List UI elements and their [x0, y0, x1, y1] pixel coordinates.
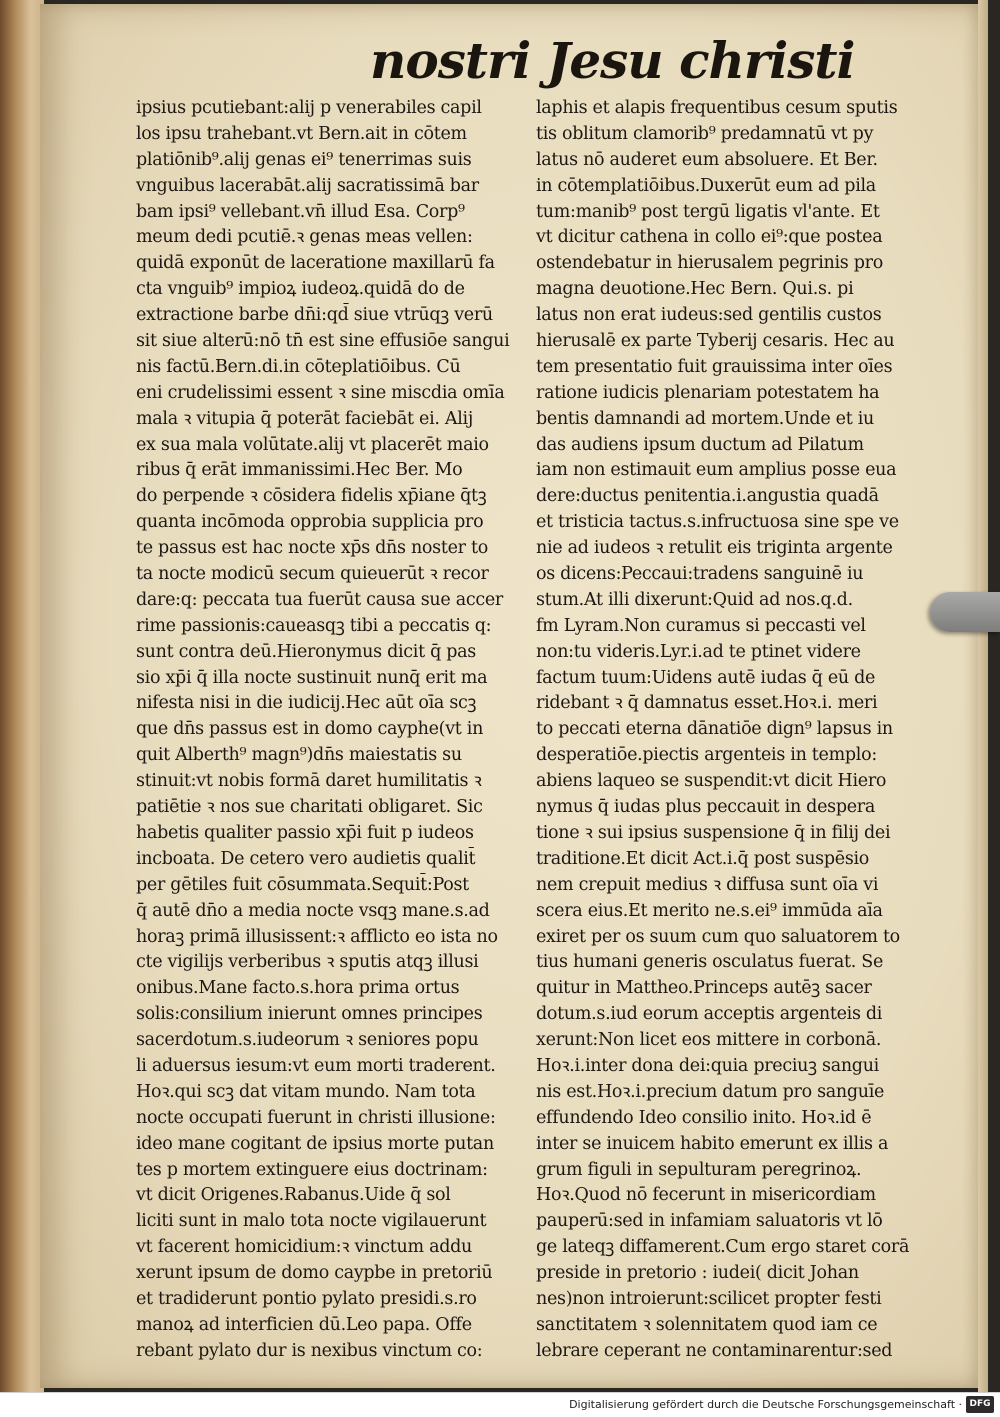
text-line: inter se inuicem habito emerunt ex illis a: [536, 1133, 889, 1154]
text-line: sanctitatem ꝛ solennitatem quod iam ce: [536, 1314, 878, 1335]
text-line: exiret per os suum cum quo saluatorem to: [536, 926, 900, 947]
text-line: vt dicitur cathena in collo ei⁹:que postea: [536, 227, 883, 248]
text-line: preside in pretorio : iudei( dicit Johan: [536, 1263, 859, 1284]
text-line: solis:consilium inierunt omnes principes: [136, 1004, 483, 1025]
text-line: dere:ductus penitentia.i.angustia quadā: [536, 486, 879, 507]
text-line: onibus.Mane facto.s.hora prima ortus: [136, 978, 460, 999]
text-line: ostendebatur in hierusalem pegrinis pro: [536, 253, 883, 274]
text-line: tes p mortem extinguere eius doctrinam:: [136, 1159, 488, 1180]
text-line: stum.At illi dixerunt:Quid ad nos.q.d.: [536, 589, 853, 610]
text-line: hierusalē ex parte Tyberij cesaris. Hec au: [536, 331, 895, 352]
text-line: dotum.s.iud eorum acceptis argenteis di: [536, 1004, 883, 1025]
text-line: nifesta nisi in die iudicij.Hec aūt oīa scꝫ: [136, 693, 477, 714]
text-line: tum:manib⁹ post tergū ligatis vl'ante. Et: [536, 201, 880, 222]
text-line: los ipsu trahebant.vt Bern.ait in cōtem: [136, 123, 467, 144]
text-line: vt dicit Origenes.Rabanus.Uide q̄ sol: [136, 1185, 451, 1206]
text-line: iam non estimauit eum amplius posse eua: [536, 460, 897, 481]
text-line: cte vigilijs verberibus ꝛ sputis atqꝫ illusi: [136, 952, 479, 973]
text-line: nis factū.Bern.di.in cōteplatiōibus. Cū: [136, 356, 461, 377]
text-line: que dn̄s passus est in domo cayphe(vt in: [136, 719, 484, 740]
text-line: li aduersus iesum:vt eum morti traderent.: [136, 1055, 496, 1076]
text-line: latus non erat iudeus:sed gentilis custos: [536, 305, 882, 326]
text-line: nis est.Hoꝛ.i.precium datum pro sanguīe: [536, 1081, 885, 1102]
text-line: lebrare ceperant ne contaminarentur:sed: [536, 1340, 893, 1361]
book-page: [40, 4, 978, 1388]
text-line: bam ipsi⁹ vellebant.vn̄ illud Esa. Corp⁹: [136, 201, 465, 222]
text-line: incboata. De cetero vero audietis qualit̄: [136, 848, 476, 869]
text-line: cta vnguib⁹ impioꝝ iudeoꝝ.quidā do de: [136, 279, 465, 300]
text-line: te passus est hac nocte xp̄s dn̄s noster to: [136, 538, 488, 559]
text-line: sacerdotum.s.iudeorum ꝛ seniores popu: [136, 1030, 479, 1051]
text-line: magna deuotione.Hec Bern. Qui.s. pi: [536, 279, 854, 300]
text-line: ridebant ꝛ q̄ damnatus esset.Hoꝛ.i. meri: [536, 693, 878, 714]
text-line: q̄ autē dn̄o a media nocte vsqꝫ mane.s.ad: [136, 900, 490, 921]
text-line: eni crudelissimi essent ꝛ sine miscdia omīa: [136, 382, 505, 403]
running-title: nostri Jesu christi: [370, 31, 855, 90]
text-line: to peccati eterna dānatiōe dign⁹ lapsus in: [536, 719, 893, 740]
text-line: nes)non introierunt:scilicet propter festi: [536, 1288, 882, 1309]
text-line: quanta incōmoda opprobia supplicia pro: [136, 512, 484, 533]
funding-credit: Digitalisierung gefördert durch die Deutsche Forschungsgemeinschaft ·: [569, 1398, 962, 1411]
book-spine: [0, 0, 44, 1392]
text-line: ideo mane cogitant de ipsius morte putan: [136, 1133, 494, 1154]
text-line: platiōnib⁹.alij genas ei⁹ tenerrimas suis: [136, 149, 472, 170]
text-line: tis oblitum clamorib⁹ predamnatū vt py: [536, 123, 874, 144]
text-line: rime passionis:caueasqꝫ tibi a peccatis q:: [136, 615, 492, 636]
text-line: sunt contra deū.Hieronymus dicit q̄ pas: [136, 641, 476, 662]
footer-bar: [0, 1392, 1000, 1417]
text-line: pauperū:sed in infamiam saluatoris vt lō: [536, 1211, 883, 1232]
text-line: patiētie ꝛ nos sue charitati obligaret. Sic: [136, 797, 483, 818]
text-line: Hoꝛ.Quod nō fecerunt in misericordiam: [536, 1185, 876, 1206]
text-line: manoꝝ ad interficien dū.Leo papa. Offe: [136, 1314, 472, 1335]
text-line: tione ꝛ sui ipsius suspensione q̄ in filij dei: [536, 822, 891, 843]
text-line: non:tu videris.Lyr.i.ad te ptinet videre: [536, 641, 861, 662]
text-line: quit Alberth⁹ magn⁹)dn̄s maiestatis su: [136, 745, 462, 766]
text-line: sit siue alterū:nō tn̄ est sine effusiōe sangui: [136, 331, 510, 352]
text-line: effundendo Ideo consilio inito. Hoꝛ.id ē: [536, 1107, 872, 1128]
text-line: et tristicia tactus.s.infructuosa sine spe ve: [536, 512, 899, 533]
text-line: Hoꝛ.i.inter dona dei:quia preciuꝫ sangui: [536, 1055, 879, 1076]
text-line: horaꝫ primā illusissent:ꝛ afflicto eo ista no: [136, 926, 498, 947]
text-line: grum figuli in sepulturam peregrinoꝝ.: [536, 1159, 862, 1180]
dfg-logo: DFG: [966, 1396, 994, 1413]
text-line: per gētiles fuit cōsummata.Sequit̄:Post: [136, 874, 469, 895]
text-line: quitur in Mattheo.Princeps autēꝫ sacer: [536, 978, 872, 999]
text-line: vt facerent homicidium:ꝛ vinctum addu: [136, 1237, 472, 1258]
text-line: ipsius pcutiebant:alij p venerabiles capil: [136, 98, 482, 118]
text-line: nymus q̄ iudas plus peccauit in despera: [536, 797, 875, 818]
text-line: nocte occupati fuerunt in christi illusione:: [136, 1107, 496, 1128]
text-line: tius humani generis osculatus fuerat. Se: [536, 952, 884, 973]
text-line: Hoꝛ.qui scꝫ dat vitam mundo. Nam tota: [136, 1081, 476, 1102]
text-line: laphis et alapis frequentibus cesum sputis: [536, 98, 898, 118]
text-line: abiens laqueo se suspendit:vt dicit Hiero: [536, 771, 887, 792]
bookmark-tab: [930, 592, 1000, 632]
text-line: sio xp̄i q̄ illa nocte sustinuit nunq̄ erit ma: [136, 667, 488, 688]
text-line: in cōtemplatiōibus.Duxerūt eum ad pila: [536, 175, 876, 196]
text-line: factum tuum:Uidens autē iudas q̄ eū de: [536, 667, 876, 688]
text-line: do perpende ꝛ cōsidera fidelis xp̄iane q̄tꝫ: [136, 486, 487, 507]
text-line: meum dedi pcutiē.ꝛ genas meas vellen:: [136, 227, 473, 248]
text-line: scera eius.Et merito ne.s.ei⁹ immūda aīa: [536, 900, 883, 921]
text-line: ratione iudicis plenariam potestatem ha: [536, 382, 880, 403]
text-line: rebant pylato dur is nexibus vinctum co:: [136, 1340, 483, 1361]
text-line: latus nō auderet eum absoluere. Et Ber.: [536, 149, 878, 170]
text-line: ge lateqꝫ diffamerent.Cum ergo staret corā: [536, 1237, 910, 1258]
text-line: quidā exponūt de laceratione maxillarū fa: [136, 253, 495, 274]
text-line: desperatiōe.piectis argenteis in templo:: [536, 745, 877, 766]
text-line: bentis damnandi ad mortem.Unde et iu: [536, 408, 874, 429]
text-line: mala ꝛ vitupia q̄ poterāt faciebāt ei. Alij: [136, 408, 473, 429]
right-text-column: [536, 96, 926, 1361]
text-line: traditione.Et dicit Act.i.q̄ post suspēsio: [536, 848, 870, 869]
text-line: dare:q: peccata tua fuerūt causa sue accer: [136, 589, 503, 610]
text-line: nie ad iudeos ꝛ retulit eis triginta argente: [536, 538, 893, 559]
text-line: ta nocte modicū secum quieuerūt ꝛ recor: [136, 564, 489, 585]
text-line: ex sua mala volūtate.alij vt placerēt maio: [136, 434, 489, 455]
text-line: fm Lyram.Non curamus si peccasti vel: [536, 615, 866, 636]
text-line: xerunt:Non licet eos mittere in corbonā.: [536, 1030, 882, 1051]
text-line: stinuit:vt nobis formā daret humilitatis ꝛ: [136, 771, 482, 792]
text-line: et tradiderunt pontio pylato presidi.s.ro: [136, 1288, 477, 1309]
text-line: xerunt ipsum de domo caypbe in pretoriū: [136, 1263, 493, 1284]
text-line: tem presentatio fuit grauissima inter oīes: [536, 356, 893, 377]
text-line: os dicens:Peccaui:tradens sanguinē iu: [536, 564, 864, 585]
text-line: extractione barbe dn̄i:qd̄ siue vtrūqꝫ verū: [136, 305, 493, 326]
text-line: liciti sunt in malo tota nocte vigilauerunt: [136, 1211, 487, 1232]
text-line: habetis qualiter passio xp̄i fuit p iudeos: [136, 822, 474, 843]
text-line: ribus q̄ erāt immanissimi.Hec Ber. Mo: [136, 460, 463, 481]
text-line: nem crepuit medius ꝛ diffusa sunt oīa vi: [536, 874, 879, 895]
page-edges: [978, 0, 988, 1392]
text-line: das audiens ipsum ductum ad Pilatum: [536, 434, 864, 455]
left-text-column: [136, 96, 516, 1361]
text-line: vnguibus lacerabāt.alij sacratissimā bar: [136, 175, 479, 196]
